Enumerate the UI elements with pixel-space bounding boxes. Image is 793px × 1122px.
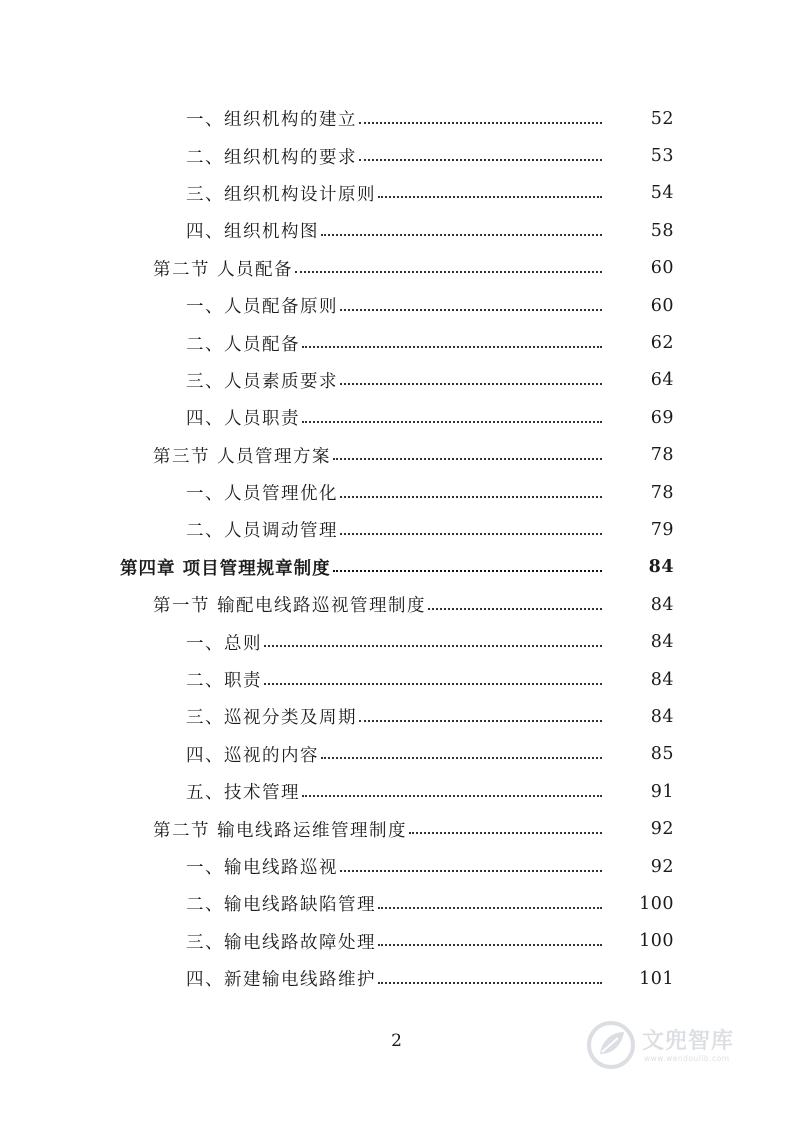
dot-leader [409,832,602,834]
toc-entry-label: 二、输电线路缺陷管理 [186,891,376,916]
watermark-text: 文兜智库 [642,1029,735,1054]
toc-entry-page-number: 91 [650,781,674,802]
toc-entry-label: 二、职责 [186,667,262,692]
dot-leader [340,533,602,535]
dot-leader [340,383,602,385]
toc-entry-label: 第一节 输配电线路巡视管理制度 [153,592,426,617]
dot-leader [340,309,602,311]
toc-entry-label: 一、总则 [186,630,262,655]
toc-entry-item[interactable] [0,736,793,773]
toc-entry-page-number: 84 [648,557,674,578]
toc-entry-label: 五、技术管理 [186,779,300,804]
toc-entry-label: 二、组织机构的要求 [186,144,357,169]
toc-entry-item[interactable] [0,362,793,399]
dot-leader [378,982,602,984]
toc-entry-page-number: 78 [650,482,674,503]
leaf-logo-icon [586,1020,636,1070]
toc-entry-item[interactable] [0,848,793,885]
toc-entry-page-number: 84 [650,706,674,727]
toc-entry-label: 四、新建输电线路维护 [186,966,376,991]
toc-entry-item[interactable] [0,773,793,810]
toc-entry-item[interactable] [0,623,793,660]
toc-entry-label: 三、巡视分类及周期 [186,704,357,729]
toc-entry-page-number: 92 [650,856,674,877]
toc-entry-item[interactable] [0,511,793,548]
toc-entry-page-number: 52 [650,108,674,129]
toc-entry-item[interactable] [0,324,793,361]
toc-entry-page-number: 84 [650,632,674,653]
toc-entry-page-number: 62 [650,333,674,354]
page-number: 2 [391,1031,402,1051]
toc-entry-section[interactable] [0,810,793,847]
toc-entry-label: 第二节 输电线路运维管理制度 [153,817,407,842]
toc-entry-page-number: 92 [650,819,674,840]
toc-entry-item[interactable] [0,960,793,997]
toc-entry-item[interactable] [0,212,793,249]
toc-entry-page-number: 101 [639,968,674,989]
dot-leader [359,159,602,161]
dot-leader [359,122,602,124]
toc-entry-page-number: 60 [650,258,674,279]
dot-leader [295,271,602,273]
dot-leader [340,870,602,872]
dot-leader [333,458,602,460]
dot-leader [264,645,602,647]
toc-entry-page-number: 53 [650,146,674,167]
toc-entry-page-number: 58 [650,220,674,241]
toc-entry-label: 二、人员配备 [186,331,300,356]
dot-leader [321,757,602,759]
toc-entry-label: 第三节 人员管理方案 [153,443,331,468]
toc-entry-item[interactable] [0,287,793,324]
dot-leader [302,346,602,348]
toc-entry-page-number: 64 [650,370,674,391]
toc-entry-label: 第二节 人员配备 [153,256,293,281]
toc-entry-page-number: 78 [650,445,674,466]
watermark [586,1018,786,1074]
dot-leader [302,421,602,423]
table-of-contents [0,100,793,997]
dot-leader [428,608,602,610]
dot-leader [378,944,602,946]
toc-entry-page-number: 54 [650,183,674,204]
watermark-url: www.wendoulib.com [644,1054,730,1063]
toc-entry-item[interactable] [0,661,793,698]
dot-leader [378,196,602,198]
toc-entry-item[interactable] [0,885,793,922]
dot-leader [340,496,602,498]
toc-entry-item[interactable] [0,100,793,137]
toc-entry-label: 三、人员素质要求 [186,368,338,393]
toc-entry-section[interactable] [0,437,793,474]
toc-entry-item[interactable] [0,399,793,436]
toc-entry-page-number: 69 [650,407,674,428]
dot-leader [302,795,602,797]
toc-entry-label: 四、巡视的内容 [186,742,319,767]
toc-entry-item[interactable] [0,137,793,174]
toc-entry-label: 二、人员调动管理 [186,517,338,542]
toc-entry-label: 一、输电线路巡视 [186,854,338,879]
toc-entry-page-number: 79 [650,519,674,540]
toc-entry-section[interactable] [0,586,793,623]
toc-entry-page-number: 100 [639,893,674,914]
dot-leader [378,907,602,909]
toc-entry-label: 四、组织机构图 [186,218,319,243]
toc-entry-item[interactable] [0,923,793,960]
toc-entry-item[interactable] [0,698,793,735]
toc-entry-label: 四、人员职责 [186,405,300,430]
toc-entry-page-number: 84 [650,669,674,690]
toc-entry-label: 第四章 项目管理规章制度 [120,555,331,580]
toc-entry-page-number: 84 [650,594,674,615]
toc-entry-item[interactable] [0,474,793,511]
toc-entry-label: 三、输电线路故障处理 [186,929,376,954]
toc-entry-label: 一、人员管理优化 [186,480,338,505]
toc-entry-item[interactable] [0,175,793,212]
toc-entry-page-number: 85 [650,744,674,765]
toc-entry-page-number: 100 [639,931,674,952]
toc-entry-label: 一、组织机构的建立 [186,106,357,131]
toc-entry-section[interactable] [0,250,793,287]
toc-entry-label: 一、人员配备原则 [186,293,338,318]
dot-leader [333,570,602,572]
dot-leader [264,683,602,685]
toc-entry-page-number: 60 [650,295,674,316]
toc-entry-chapter[interactable] [0,549,793,586]
dot-leader [321,234,602,236]
dot-leader [359,720,602,722]
toc-entry-label: 三、组织机构设计原则 [186,181,376,206]
